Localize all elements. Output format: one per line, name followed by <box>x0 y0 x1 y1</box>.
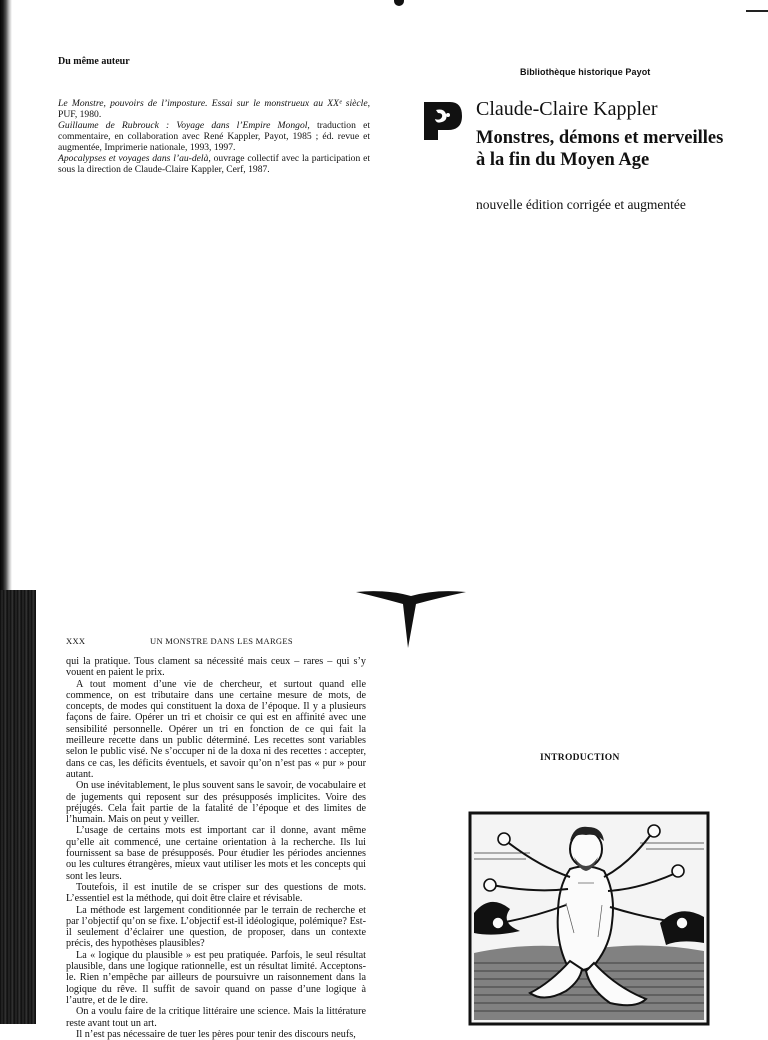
du-meme-auteur-heading: Du même auteur <box>58 56 130 67</box>
page-edge-mark <box>746 10 768 12</box>
introduction-heading: INTRODUCTION <box>540 753 620 763</box>
paragraph: Il n’est pas nécessaire de tuer les pères pour tenir des discours neufs, <box>76 1028 356 1040</box>
preface-body <box>66 656 366 1040</box>
paragraph: A tout moment d’une vie de chercheur, et surtout quand elle commence, on est tributaire dans une certaine mesure de mots, de concepts, de modes qui constituent la doxa de l’époque. Il y a plusieurs façons de faire. Opérer un tri et choisir ce qui est en affinité avec une sensibilité personnelle. Opérer un tri en fonction de ce qui fait la meilleure recette dans un public déterminé. Les recettes sont variables selon le public visé. Ne s’occuper ni de la doxa ni des recettes : accepter, dans ce cas, les déficits éventuels, et savoir qu’on n’est pas « pur » pour autant. <box>66 678 366 780</box>
page-edge-shadow <box>0 0 12 590</box>
page-number: XXX <box>66 636 86 646</box>
bibliography-entry: Apocalypses et voyages dans l’au-delà, ouvrage collectif avec la participation et sous la direction de Claude-Claire Kappler, Cerf, 1987. <box>58 153 370 175</box>
page-fold-mark <box>356 590 466 650</box>
author-name: Claude-Claire Kappler <box>476 98 658 120</box>
edition-note: nouvelle édition corrigée et augmentée <box>476 197 686 212</box>
paragraph: On use inévitablement, le plus souvent sans le savoir, de vocabulaire et de jugements qui reposent sur des présupposés implicites. Voire des préjugés. Cela fait partie de la fatalité de l’époque et des limites de l’humain. Mais on peut y veiller. <box>66 780 366 826</box>
collection-name: Bibliothèque historique Payot <box>520 67 651 77</box>
paragraph: La méthode est largement conditionnée par le terrain de recherche et par l’objectif qu’on se fixe. L’objectif est-il idéologique, polémique? Est-il seulement d’éclairer une question, de proposer, dans un contexte précis, des hypothèses plausibles? <box>66 904 366 950</box>
bibliography-list <box>58 98 370 175</box>
binding-mark <box>394 0 404 6</box>
paragraph: Toutefois, il est inutile de se crisper sur des questions de mots. L’essentiel est la méthode, qui doit être claire et révisable. <box>66 881 366 905</box>
paragraph: L’usage de certains mots est important car il donne, avant même qu’elle ait commencé, une certaine orientation à la recherche. Ils lui fournissent sa base de présupposés. Pour étudier les périodes anciennes ou les cultures étrangères, mieux vaut utiliser les mots et les concepts qui sont les leurs. <box>66 825 366 882</box>
page-du-meme-auteur <box>0 0 384 590</box>
bibliography-entry: Guillaume de Rubrouck : Voyage dans l’Empire Mongol, traduction et commentaire, en collaboration avec René Kappler, Payot, 1985 ; éd. revue et augmentée, Imprimerie nationale, 1993, 1997. <box>58 120 370 153</box>
payot-logo-icon <box>422 100 462 142</box>
paragraph: On a voulu faire de la critique littéraire une science. Mais la littérature reste avant tout un art. <box>66 1006 366 1029</box>
book-title-line-1: Monstres, démons et merveilles <box>476 128 724 148</box>
bibliography-entry: Le Monstre, pouvoirs de l’imposture. Essai sur le monstrueux au XXᵉ siècle, PUF, 1980. <box>58 98 370 120</box>
paragraph: qui la pratique. Tous clament sa nécessité mais ceux – rares – qui s’y vouent en paient le prix. <box>66 656 366 679</box>
book-title-line-2: à la fin du Moyen Age <box>476 150 650 170</box>
running-title: UN MONSTRE DANS LES MARGES <box>150 636 293 646</box>
book-binding-shadow <box>0 590 36 1024</box>
monster-woodcut-illustration <box>470 813 708 1024</box>
paragraph: La « logique du plausible » est peu pratiquée. Parfois, le seul résultat plausible, dans une logique rationnelle, est un résultat limité. Acceptons-le. Rien n’empêche par ailleurs de poursuivre un raisonnement dans la logique du rêve. Il suffit de savoir quand on passe d’une logique à l’autre, et de le dire. <box>66 949 366 1006</box>
